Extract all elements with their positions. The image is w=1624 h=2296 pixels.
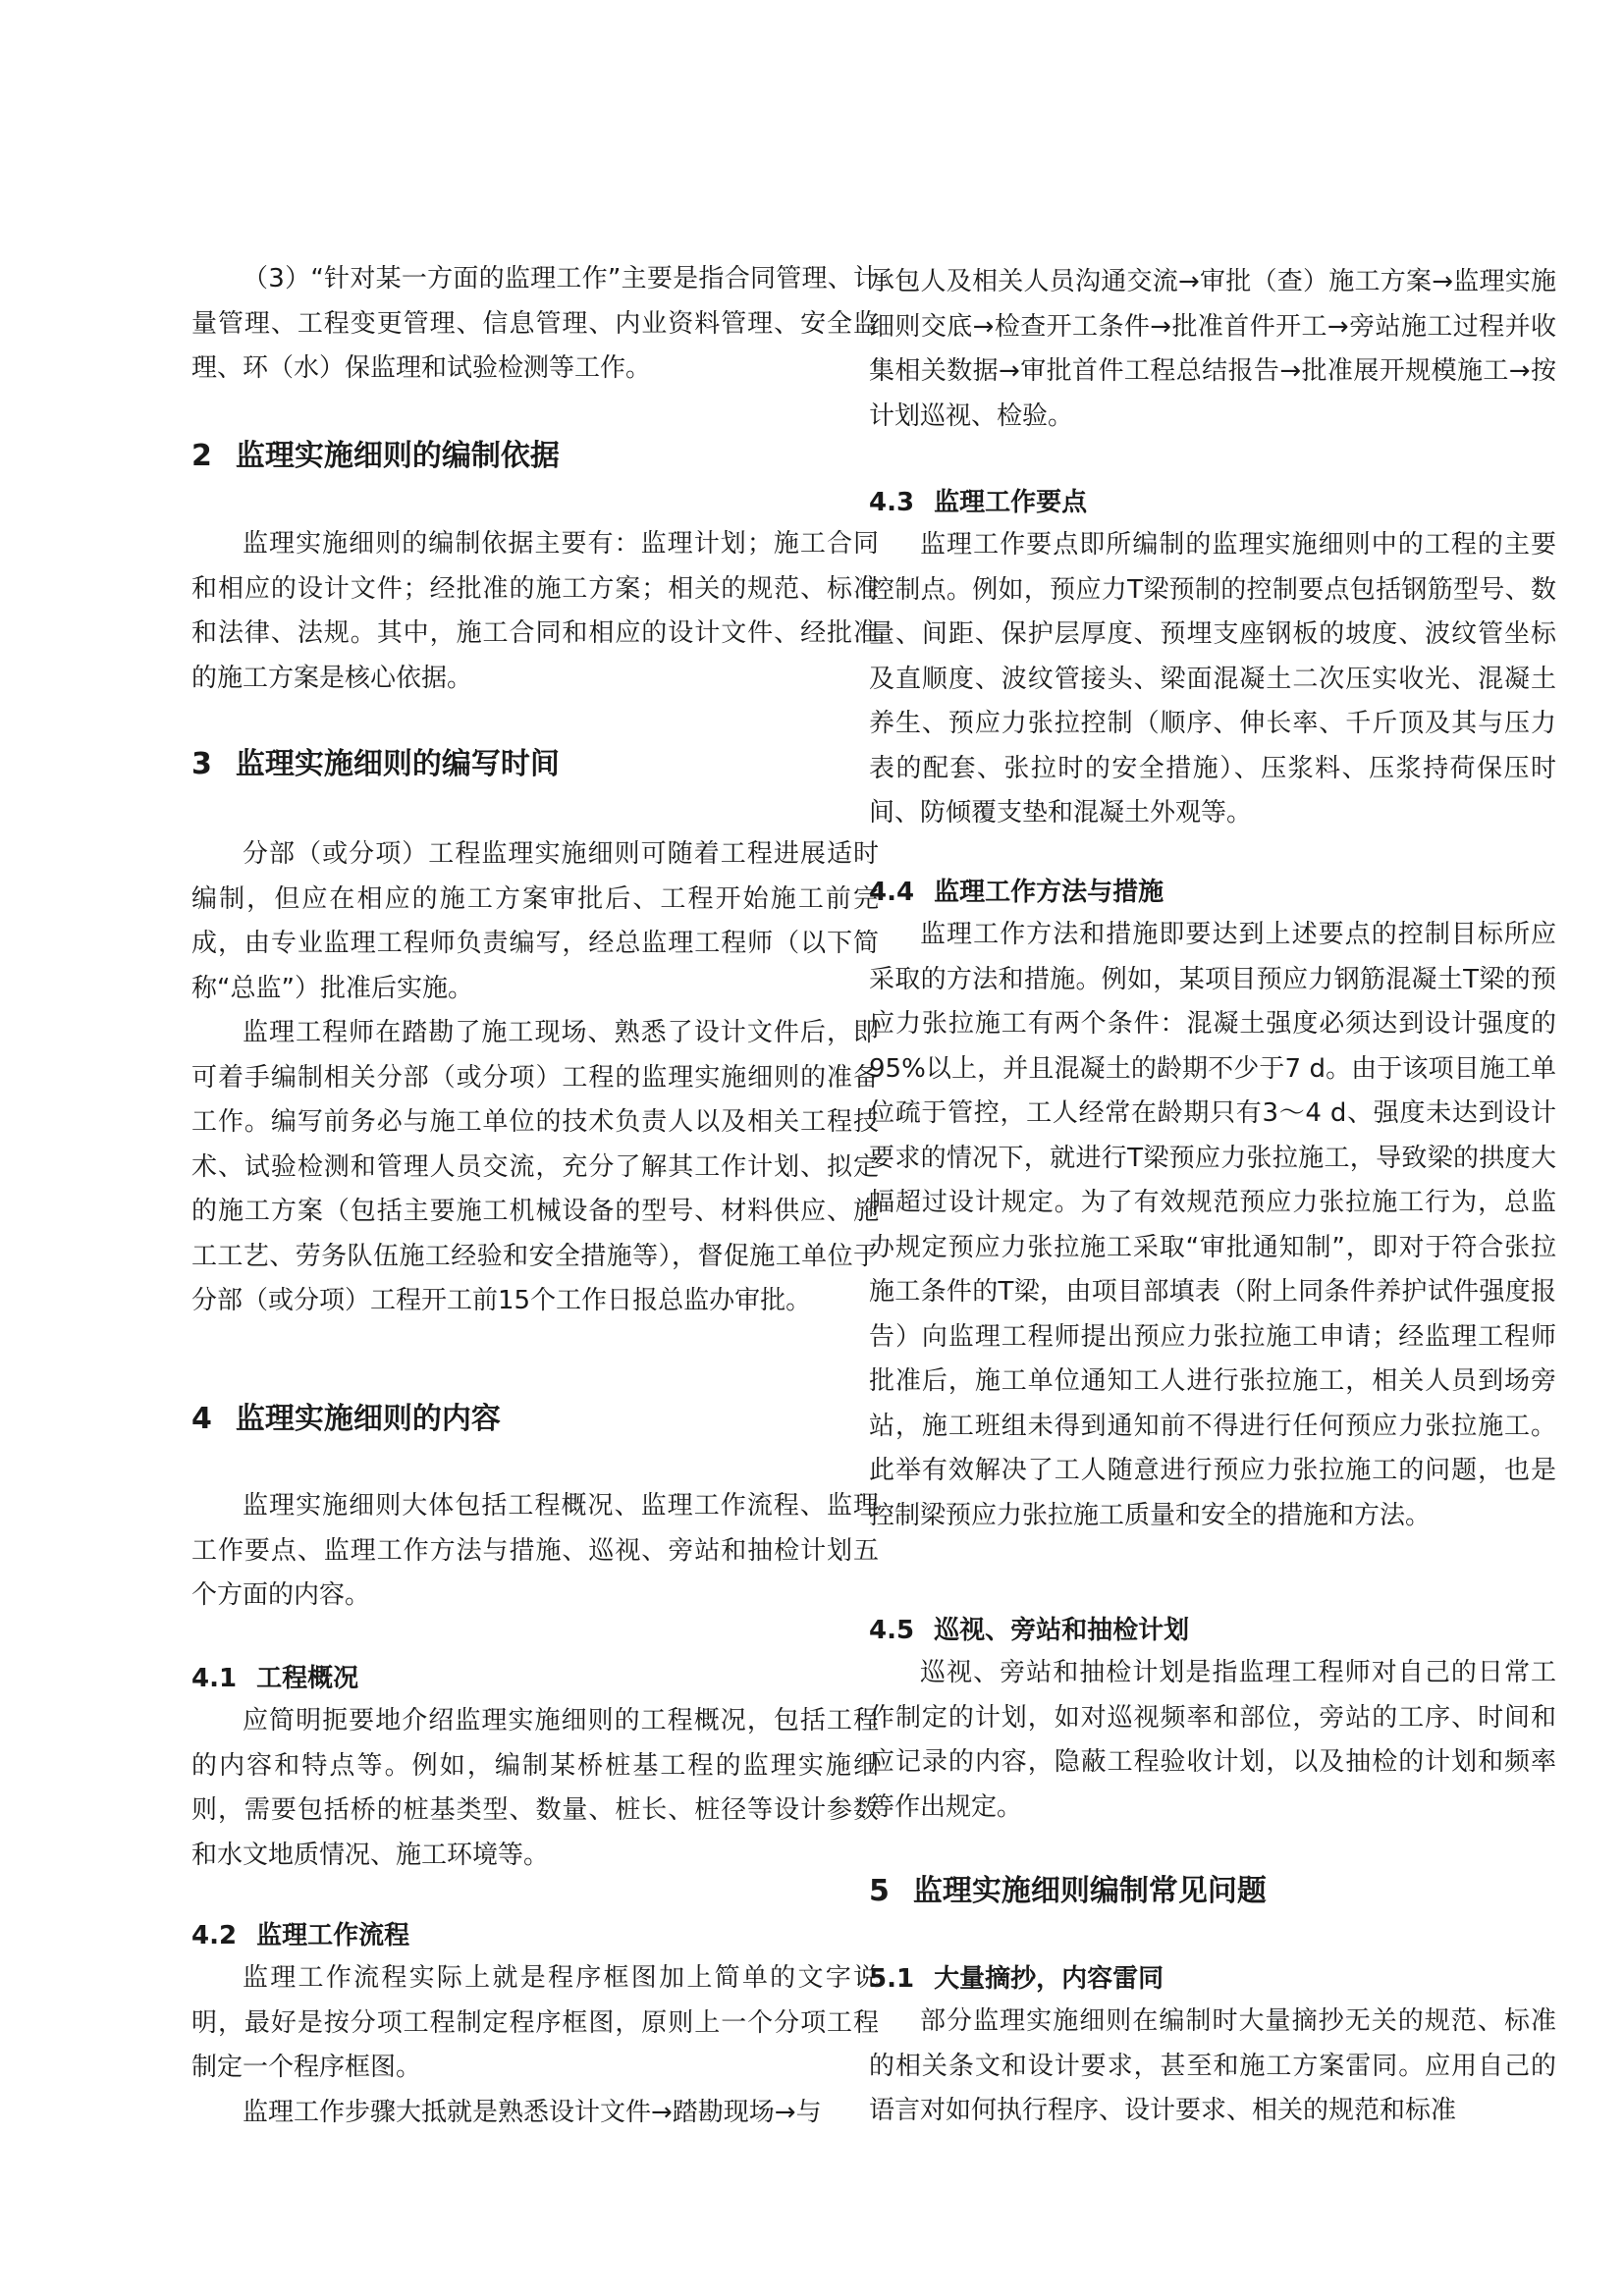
section-number: 4.2 <box>191 1921 238 1950</box>
paragraph: 监理实施细则的编制依据主要有：监理计划；施工合同和相应的设计文件；经批准的施工方案；相关的规范、标准和法律、法规。其中，施工合同和相应的设计文件、经批准的施工方案是核心依据。 <box>191 529 879 693</box>
section-title: 监理实施细则的编制依据 <box>235 439 560 473</box>
paragraph: 监理实施细则大体包括工程概况、监理工作流程、监理工作要点、监理工作方法与措施、巡视、旁站和抽检计划五个方面的内容。 <box>191 1491 879 1610</box>
section-4-2-body <box>191 1956 879 2135</box>
section-5-1-body <box>869 2000 1556 2134</box>
section-3-heading <box>191 742 879 786</box>
paragraph: 承包人及相关人员沟通交流→审批（查）施工方案→监理实施细则交底→检查开工条件→批准首件开工→旁站施工过程并收集相关数据→审批首件工程总结报告→批准展开规模施工→按计划巡视、检验。 <box>869 267 1556 431</box>
section-number: 4.5 <box>869 1616 915 1645</box>
paragraph: 巡视、旁站和抽检计划是指监理工程师对自己的日常工作制定的计划，如对巡视频率和部位，旁站的工序、时间和应记录的内容，隐蔽工程验收计划，以及抽检的计划和频率等作出规定。 <box>869 1658 1556 1822</box>
paragraph: 监理工作步骤大抵就是熟悉设计文件→踏勘现场→与 <box>243 2097 822 2127</box>
section-number: 4 <box>191 1402 212 1436</box>
section-4-2-heading <box>191 1915 879 1956</box>
section-number: 2 <box>191 439 212 473</box>
section-title: 监理工作方法与措施 <box>934 878 1164 907</box>
section-4-3-body <box>869 523 1556 836</box>
paragraph: （3）“针对某一方面的监理工作”主要是指合同管理、计量管理、工程变更管理、信息管理、内业资料管理、安全监理、环（水）保监理和试验检测等工作。 <box>191 264 879 383</box>
section-2-body <box>191 522 879 701</box>
section-number: 4.1 <box>191 1664 238 1693</box>
section-4-3-heading <box>869 482 1556 523</box>
section-title: 巡视、旁站和抽检计划 <box>934 1616 1190 1645</box>
section-4-5-heading <box>869 1610 1556 1651</box>
paragraph: 分部（或分项）工程监理实施细则可随着工程进展适时编制，但应在相应的施工方案审批后、工程开始施工前完成，由专业监理工程师负责编写，经总监理工程师（以下简称“总监”）批准后实施。 <box>191 839 879 1003</box>
paragraph: 监理工作要点即所编制的监理实施细则中的工程的主要控制点。例如，预应力T梁预制的控制要点包括钢筋型号、数量、间距、保护层厚度、预埋支座钢板的坡度、波纹管坐标及直顺度、波纹管接头、梁面混凝土二次压实收光、混凝土养生、预应力张拉控制（顺序、伸长率、千斤顶及其与压力表的配套、张拉时的安全措施）、压浆料、压浆持荷保压时间、防倾覆支垫和混凝土外观等。 <box>869 530 1556 828</box>
section-4-4-body <box>869 913 1556 1538</box>
section-number: 4.3 <box>869 488 915 517</box>
paragraph: 部分监理实施细则在编制时大量摘抄无关的规范、标准的相关条文和设计要求，甚至和施工方案雷同。应用自己的语言对如何执行程序、设计要求、相关的规范和标准 <box>869 2006 1556 2125</box>
section-number: 4.4 <box>869 878 915 907</box>
section-title: 监理工作要点 <box>934 488 1088 517</box>
intro-paragraph <box>191 257 879 392</box>
section-4-heading <box>191 1397 879 1441</box>
section-number: 5.1 <box>869 1964 915 1994</box>
section-4-5-body <box>869 1651 1556 1830</box>
section-title: 监理实施细则编制常见问题 <box>912 1874 1267 1908</box>
section-2-heading <box>191 434 879 478</box>
paragraph: 监理工作方法和措施即要达到上述要点的控制目标所应采取的方法和措施。例如，某项目预应力钢筋混凝土T梁的预应力张拉施工有两个条件：混凝土强度必须达到设计强度的95%以上，并且混凝土的龄期不少于7 d。由于该项目施工单位疏于管控，工人经常在龄期只有3～4 d、强度未达到设计要求的情况下，就进行T梁预应力张拉施工，导致梁的拱度大幅超过设计规定。为了有效规范预应力张拉施工行为，总监办规定预应力张拉施工采取“审批通知制”，即对于符合张拉施工条件的T梁，由项目部填表（附上同条件养护试件强度报告）向监理工程师提出预应力张拉施工申请；经监理工程师批准后，施工单位通知工人进行张拉施工，相关人员到场旁站，施工班组未得到通知前不得进行任何预应力张拉施工。此举有效解决了工人随意进行预应力张拉施工的问题，也是控制梁预应力张拉施工质量和安全的措施和方法。 <box>869 920 1556 1530</box>
section-4-body <box>191 1484 879 1619</box>
section-number: 5 <box>869 1874 890 1908</box>
paragraph: 监理工程师在踏勘了施工现场、熟悉了设计文件后，即可着手编制相关分部（或分项）工程的监理实施细则的准备工作。编写前务必与施工单位的技术负责人以及相关工程技术、试验检测和管理人员交流，充分了解其工作计划、拟定的施工方案（包括主要施工机械设备的型号、材料供应、施工工艺、劳务队伍施工经验和安全措施等），督促施工单位于分部（或分项）工程开工前15个工作日报总监办审批。 <box>191 1018 879 1315</box>
section-4-1-heading <box>191 1658 879 1699</box>
section-title: 监理工作流程 <box>256 1921 410 1950</box>
section-5-1-heading <box>869 1958 1556 2000</box>
paragraph: 监理工作流程实际上就是程序框图加上简单的文字说明，最好是按分项工程制定程序框图，原则上一个分项工程制定一个程序框图。 <box>191 1963 879 2082</box>
paragraph: 应简明扼要地介绍监理实施细则的工程概况，包括工程的内容和特点等。例如，编制某桥桩基工程的监理实施细则，需要包括桥的桩基类型、数量、桩长、桩径等设计参数和水文地质情况、施工环境等。 <box>191 1706 879 1870</box>
section-4-1-body <box>191 1699 879 1878</box>
section-title: 监理实施细则的编写时间 <box>235 747 560 781</box>
section-title: 工程概况 <box>256 1664 359 1693</box>
section-title: 监理实施细则的内容 <box>235 1402 501 1436</box>
section-3-body <box>191 832 879 1324</box>
section-number: 3 <box>191 747 212 781</box>
section-title: 大量摘抄，内容雷同 <box>934 1964 1164 1994</box>
section-5-heading <box>869 1869 1556 1913</box>
section-4-4-heading <box>869 872 1556 913</box>
continued-paragraph <box>869 260 1556 439</box>
